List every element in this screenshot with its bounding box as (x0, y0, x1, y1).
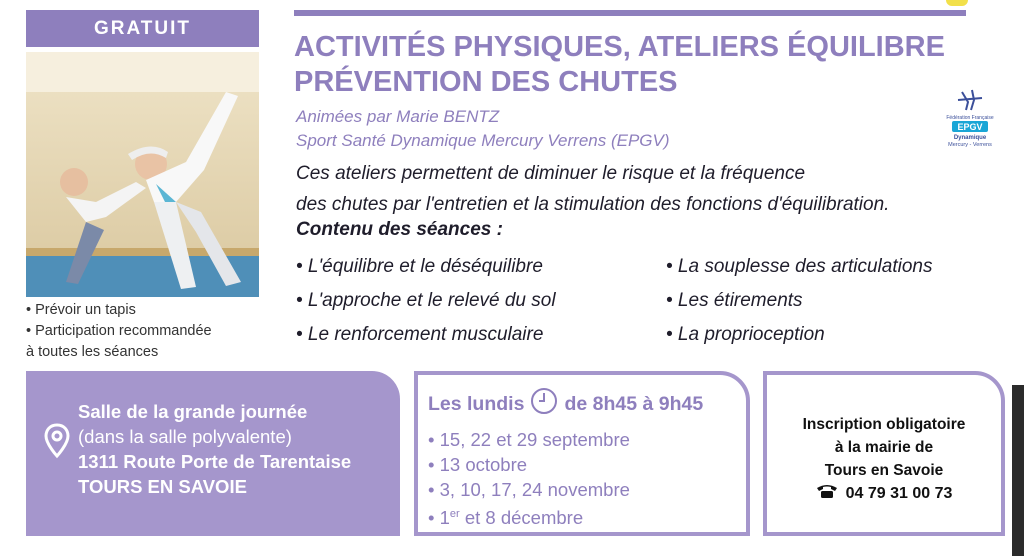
venue-city: TOURS EN SAVOIE (78, 476, 247, 497)
phone-icon (816, 483, 838, 504)
list-item: • Le renforcement musculaire (296, 324, 544, 345)
decorative-accent (946, 0, 968, 6)
page-title (294, 30, 984, 100)
inscription-line: Tours en Savoie (824, 462, 944, 479)
clock-icon (530, 387, 558, 421)
inscription-box (763, 371, 1005, 536)
location-pin-icon (44, 423, 70, 464)
description (296, 158, 889, 220)
epgv-logo (938, 88, 1002, 150)
logo-text: Dynamique (953, 135, 987, 141)
title-line: ACTIVITÉS PHYSIQUES, ATELIERS ÉQUILIBRE (294, 31, 945, 63)
schedule-hours: de 8h45 à 9h45 (564, 392, 704, 415)
list-item: • La souplesse des articulations (666, 256, 933, 277)
gratuit-badge: GRATUIT (26, 10, 259, 47)
venue-box (26, 371, 400, 536)
contenu-heading: Contenu des séances : (296, 219, 503, 240)
contenu-list-right (666, 250, 932, 352)
list-item: • La proprioception (666, 324, 825, 345)
contenu-list-left (296, 250, 556, 352)
header-rule (294, 10, 966, 16)
date-rest: et 8 décembre (459, 507, 584, 529)
subtitle-animator: Animées par Marie BENTZ (296, 107, 500, 126)
photo-stretching-seniors (26, 52, 259, 297)
schedule-box (414, 371, 750, 536)
title-line: PRÉVENTION DES CHUTES (294, 66, 678, 98)
date-item: • 13 octobre (428, 452, 630, 477)
note-line: à toutes les séances (26, 344, 159, 360)
subtitle-organization: Sport Santé Dynamique Mercury Verrens (EPGV) (296, 131, 670, 150)
list-item: • L'approche et le relevé du sol (296, 290, 556, 311)
logo-text: Mercury - Verrens (948, 142, 992, 148)
venue-detail: (dans la salle polyvalente) (78, 426, 292, 447)
schedule-dates (428, 427, 630, 530)
schedule-prefix: Les lundis (428, 392, 525, 415)
description-line: Ces ateliers permettent de diminuer le risque et la fréquence (296, 163, 806, 184)
logo-text: Fédération Française (946, 115, 994, 121)
description-line: des chutes par l'entretien et la stimulation des fonctions d'équilibration. (296, 194, 890, 215)
date-sup: er (449, 508, 460, 520)
list-item: • Les étirements (666, 290, 803, 311)
practical-notes (26, 300, 266, 363)
note-line: • Participation recommandée (26, 323, 212, 339)
inscription-line: à la mairie de (834, 439, 934, 456)
note-line: • Prévoir un tapis (26, 302, 136, 318)
venue-address: 1311 Route Porte de Tarentaise (78, 451, 352, 472)
phone-number[interactable]: 04 79 31 00 73 (845, 484, 953, 502)
inscription-line: Inscription obligatoire (802, 416, 966, 433)
logo-acronym: EPGV (957, 122, 983, 132)
edge-bar (1012, 385, 1024, 556)
date-item (428, 502, 630, 530)
venue-name: Salle de la grande journée (78, 401, 308, 422)
date-day: 1 (439, 507, 450, 529)
list-item: • L'équilibre et le déséquilibre (296, 256, 543, 277)
date-item: • 3, 10, 17, 24 novembre (428, 477, 630, 502)
date-item: • 15, 22 et 29 septembre (428, 427, 630, 452)
